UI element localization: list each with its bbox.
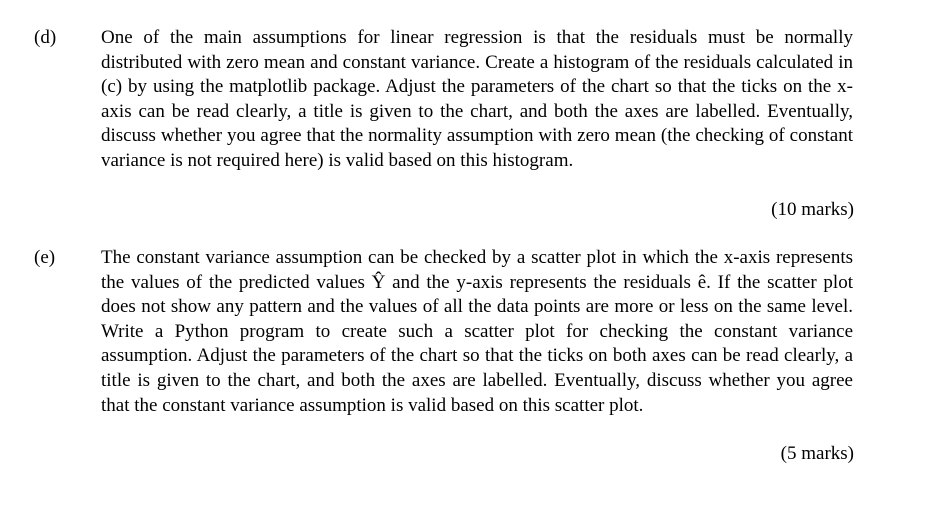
question-e-text: The constant variance assumption can be checked by a scatter plot in which the x-axis represents the values of the predicted values Ŷ and the y-axis represents the residuals ê. If the scatter plot does not show any pattern and the values of all the data points are more or less on the same level. Write a Python program to create such a scatter plot for checking the constant variance assumption. Adjust the parameters of the chart so that the ticks on both axes can be read clearly, a title is given to the chart, and both the axes are labelled. Eventually, discuss whether you agree that the constant variance assumption is valid based on this scatter plot. — [101, 247, 853, 416]
question-label: (d) — [34, 27, 57, 48]
question-text — [101, 26, 853, 174]
question-label: (e) — [34, 247, 56, 268]
marks-label: (10 marks) — [771, 199, 854, 220]
question-d-text: One of the main assumptions for linear regression is that the residuals must be normally distributed with zero mean and constant variance. Create a histogram of the residuals calculated in (c) by using the matplotlib package. Adjust the parameters of the chart so that the ticks on the x-axis can be read clearly, a title is given to the chart, and both the axes are labelled. Eventually, discuss whether you agree that the normality assumption with zero mean (the checking of constant variance is not required here) is valid based on this histogram. — [101, 27, 853, 171]
marks-label: (5 marks) — [780, 443, 854, 464]
question-text — [101, 246, 853, 418]
